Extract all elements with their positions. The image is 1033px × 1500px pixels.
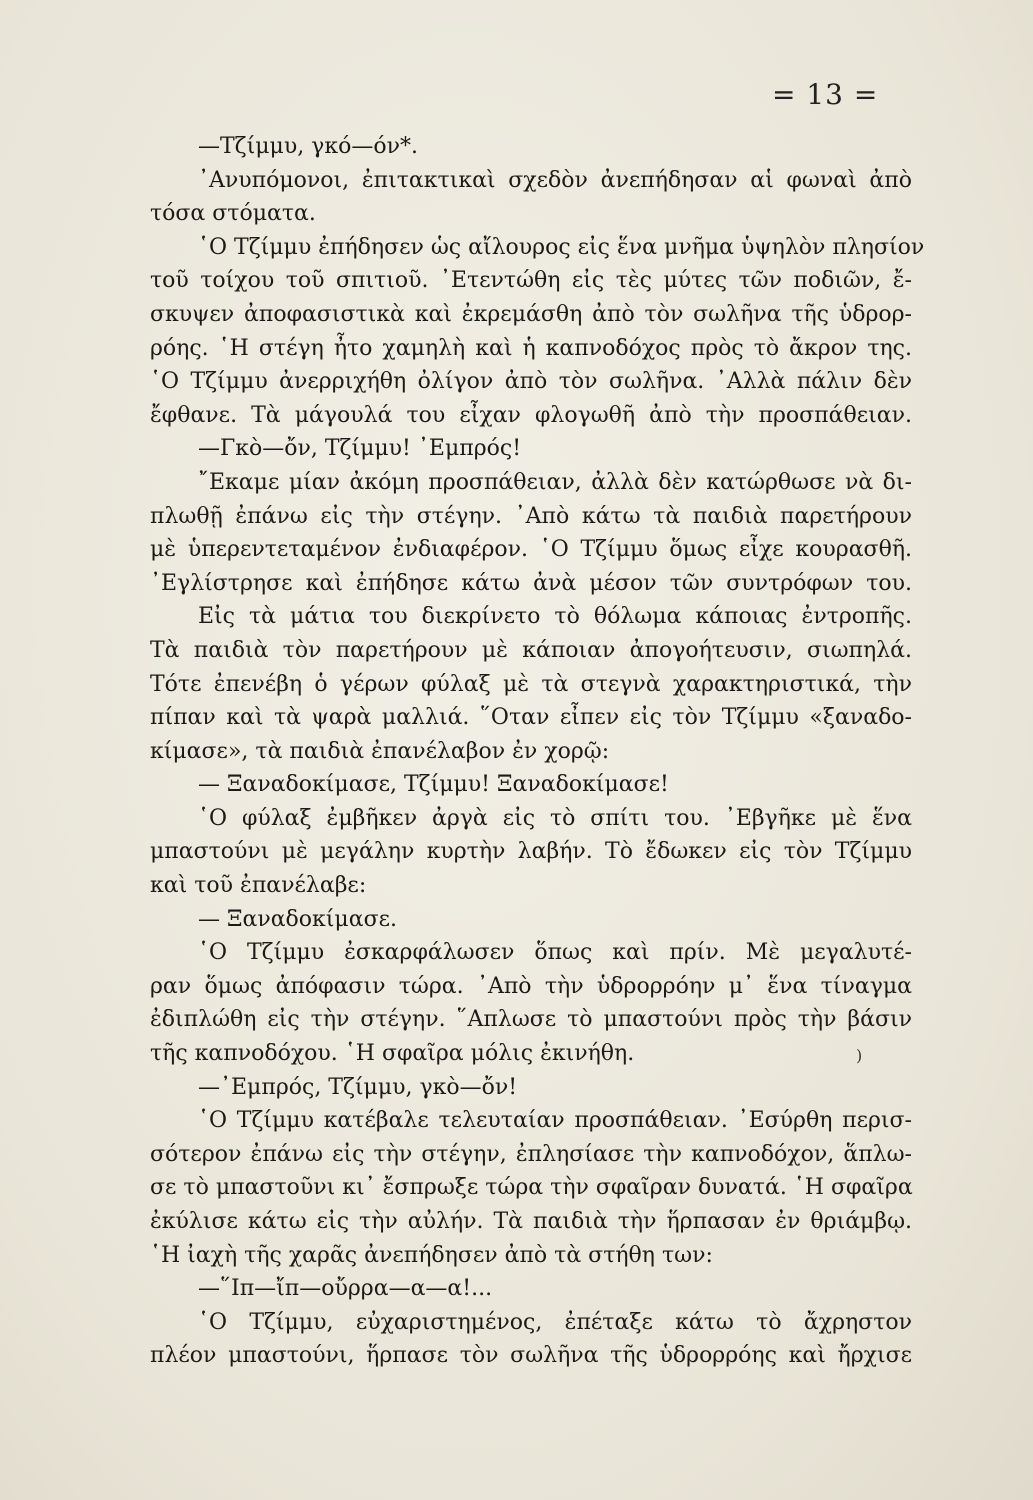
text-line: καὶ τοῦ ἐπανέλαβε: xyxy=(150,873,367,899)
text-line: πλωθῇ ἐπάνω εἰς τὴν στέγην. ᾿Απὸ κάτω τὰ παιδιὰ παρετήρουν xyxy=(150,503,912,529)
text-line: ραν ὅμως ἀπόφασιν τώρα. ᾿Απὸ τὴν ὑδρορρόην μ᾿ ἕνα τίναγμα xyxy=(150,973,912,999)
text-line: Τότε ἐπενέβη ὁ γέρων φύλαξ μὲ τὰ στεγνὰ χαρακτηριστικά, τὴν xyxy=(150,671,912,697)
page-number: = 13 = xyxy=(772,78,879,111)
text-line: ῾Ο Τζίμμυ κατέβαλε τελευταίαν προσπάθειαν. ᾿Εσύρθη περισ- xyxy=(198,1108,912,1134)
text-line: τόσα στόματα. xyxy=(150,201,316,227)
text-line: μὲ ὑπερεντεταμένον ἐνδιαφέρον. ῾Ο Τζίμμυ ὅμως εἶχε κουρασθῆ. xyxy=(150,537,912,563)
text-line: ῎Εκαμε μίαν ἀκόμη προσπάθειαν, ἀλλὰ δὲν κατώρθωσε νὰ δι- xyxy=(198,469,912,495)
text-line: πίπαν καὶ τὰ ψαρὰ μαλλιά. ῞Οταν εἶπεν εἰς τὸν Τζίμμυ «ξαναδο- xyxy=(150,705,912,731)
text-line: Εἰς τὰ μάτια του διεκρίνετο τὸ θόλωμα κάποιας ἐντροπῆς. xyxy=(198,604,912,630)
text-line: — Ξαναδοκίμασε. xyxy=(198,906,397,932)
text-line: ᾿Εγλίστρησε καὶ ἐπήδησε κάτω ἀνὰ μέσον τῶν συντρόφων του. xyxy=(150,570,912,596)
text-line: ῾Ο Τζίμμυ ἐπήδησεν ὡς αἴλουρος εἰς ἕνα μνῆμα ὑψηλὸν πλησίον xyxy=(198,234,925,260)
text-line: ῾Ο Τζίμμυ ἐσκαρφάλωσεν ὅπως καὶ πρίν. Μὲ μεγαλυτέ- xyxy=(198,940,912,966)
text-line: Τὰ παιδιὰ τὸν παρετήρουν μὲ κάποιαν ἀπογοήτευσιν, σιωπηλά. xyxy=(150,637,912,663)
text-line: —᾿Εμπρός, Τζίμμυ, γκὸ—ὄν! xyxy=(198,1074,518,1100)
text-line: ῾Η ἰαχὴ τῆς χαρᾶς ἀνεπήδησεν ἀπὸ τὰ στήθη των: xyxy=(150,1242,713,1268)
text-line: τοῦ τοίχου τοῦ σπιτιοῦ. ᾿Ετεντώθη εἰς τὲς μύτες τῶν ποδιῶν, ἔ- xyxy=(150,268,912,294)
text-line: —Τζίμμυ, γκό—όν*. xyxy=(198,134,418,159)
text-line: ᾿Ανυπόμονοι, ἐπιτακτικαὶ σχεδὸν ἀνεπήδησαν αἱ φωναὶ ἀπὸ xyxy=(198,167,912,193)
text-line: —Γκὸ—ὄν, Τζίμμυ! ᾿Εμπρός! xyxy=(198,436,522,462)
text-line: κίμασε», τὰ παιδιὰ ἐπανέλαβον ἐν χορῷ: xyxy=(150,738,610,764)
text-line: ρόης. ῾Η στέγη ἦτο χαμηλὴ καὶ ἡ καπνοδόχος πρὸς τὸ ἄκρον της. xyxy=(150,335,912,361)
margin-mark: ) xyxy=(856,1046,863,1065)
text-line: μπαστούνι μὲ μεγάλην κυρτὴν λαβήν. Τὸ ἔδωκεν εἰς τὸν Τζίμμυ xyxy=(150,839,912,865)
text-line: σε τὸ μπαστοῦνι κι᾿ ἔσπρωξε τώρα τὴν σφαῖραν δυνατά. ῾Η σφαῖρα xyxy=(150,1175,913,1201)
text-line: τῆς καπνοδόχου. ῾Η σφαῖρα μόλις ἐκινήθη. xyxy=(150,1041,635,1067)
text-line: πλέον μπαστούνι, ἥρπασε τὸν σωλῆνα τῆς ὑδρορρόης καὶ ἤρχισε xyxy=(150,1343,912,1369)
text-line: σότερον ἐπάνω εἰς τὴν στέγην, ἐπλησίασε τὴν καπνοδόχον, ἅπλω- xyxy=(150,1141,912,1167)
text-line: ῾Ο φύλαξ ἐμβῆκεν ἀργὰ εἰς τὸ σπίτι του. ᾿Εβγῆκε μὲ ἕνα xyxy=(198,805,912,831)
body-text xyxy=(150,130,925,1373)
text-line: ῾Ο Τζίμμυ, εὐχαριστημένος, ἐπέταξε κάτω τὸ ἄχρηστον xyxy=(198,1309,912,1335)
text-line: ἔφθανε. Τὰ μάγουλά του εἶχαν φλογωθῆ ἀπὸ τὴν προσπάθειαν. xyxy=(150,402,912,428)
text-line: ἐδιπλώθη εἰς τὴν στέγην. ῞Απλωσε τὸ μπαστούνι πρὸς τὴν βάσιν xyxy=(150,1007,912,1033)
text-line: σκυψεν ἀποφασιστικὰ καὶ ἐκρεμάσθη ἀπὸ τὸν σωλῆνα τῆς ὑδρορ- xyxy=(150,301,912,327)
text-line: —῞Ιπ—ἴπ—οὔρρα—α—α!... xyxy=(198,1276,493,1302)
text-line: ἐκύλισε κάτω εἰς τὴν αὐλήν. Τὰ παιδιὰ τὴν ἥρπασαν ἐν θριάμβῳ. xyxy=(150,1209,912,1234)
text-line: — Ξαναδοκίμασε, Τζίμμυ! Ξαναδοκίμασε! xyxy=(198,772,669,798)
text-line: ῾Ο Τζίμμυ ἀνερριχήθη ὀλίγον ἀπὸ τὸν σωλῆνα. ᾿Αλλὰ πάλιν δὲν xyxy=(150,369,912,395)
